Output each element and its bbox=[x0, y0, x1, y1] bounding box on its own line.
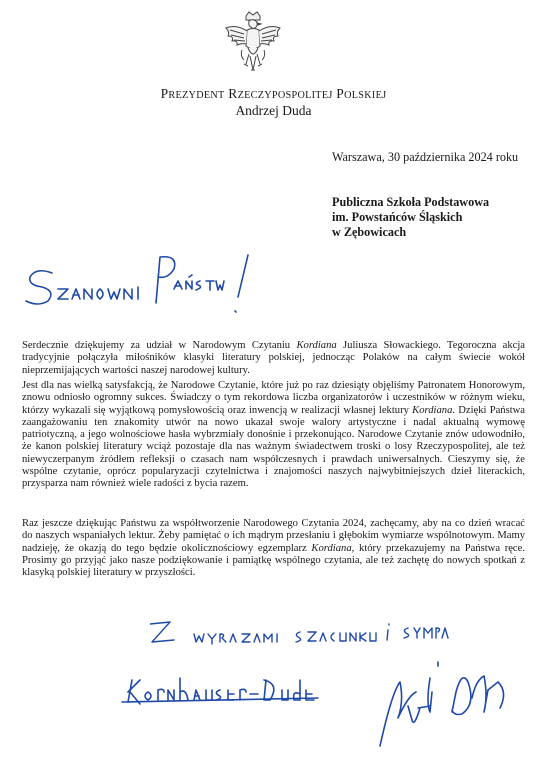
recipient-line: Publiczna Szkoła Podstawowa bbox=[332, 195, 490, 209]
handwritten-closing bbox=[150, 612, 450, 652]
recipient-line: w Zębowicach bbox=[332, 225, 407, 240]
office-title: PREZYDENT RZECZYPOSPOLITEJ POLSKIEJ bbox=[160, 86, 387, 101]
recipient-address bbox=[332, 195, 489, 241]
signature-kornhauser-duda bbox=[120, 672, 320, 717]
paragraph-3: Raz jeszcze dziękując Państwu za współtworzenie Narodowego Czytania 2024, zachęcamy, aby na co dzień wracać do naszych wspaniałych lektur. Żeby pamiętać o ich mądrym przesłaniu i głębokim wymiarze wspólnotowym. Mamy nadzieję, że okazją do tego będzie okolicznościowy egzemplarz Kordiana, który przekazujemy na Państwa ręce. Prosimy go przyjąć jako nasze podziękowanie i pamiątkę wspólnego czytania, ale też zachętę do nowych spotkań z klasyką polskiej literatury w przyszłości. bbox=[22, 518, 525, 579]
recipient-line: im. Powstańców Śląskich bbox=[332, 210, 463, 225]
president-name: Andrzej Duda bbox=[235, 103, 312, 118]
signature-andrzej-duda bbox=[372, 652, 512, 752]
letter-date: Warszawa, 30 października 2024 roku bbox=[332, 150, 519, 164]
paragraph-2: Jest dla nas wielką satysfakcją, że Narodowe Czytanie, które już po raz dziesiąty objęliśmy Patronatem Honorowym, znowu odniosło ogromny sukces. Świadczy o tym rekordowa liczba organizatorów i uczestników w różnym wieku, którzy wykazali się wyjątkową pomysłowością oraz inwencją w realizacji własnej lektury Kordiana. Dzięki Państwa zaangażowaniu ten znakomity utwór na nowo ukazał swoje walory artystyczne i nadal aktualną wymowę patriotyczną, a jego wolnościowe hasła wybrzmiały donośnie i przekonująco. Narodowe Czytanie znów udowodniło, że kanon polskiej literatury wciąż pozostaje dla nas ważnym świadectwem troski o losy Rzeczypospolitej, ale też niewyczerpanym źródłem refleksji o czasach nam współczesnych i prawdach uniwersalnych. Cieszymy się, że wspólne czytanie, oprócz popularyzacji czytelnictwa i znajomości naszych najwybitniejszych dzieł literackich, przysparza nam również wiele radości z bycia razem. bbox=[22, 380, 526, 490]
paragraph-1: Serdecznie dziękujemy za udział w Narodowym Czytaniu Kordiana Juliusza Słowackiego. Tegoroczna akcja tradycyjnie połączyła miłośników klasyki literatury polskiej, jednocząc Polaków na całym świecie wokół nieprzemijających wartości naszej narodowej kultury. bbox=[22, 340, 525, 376]
handwritten-salutation bbox=[22, 245, 252, 325]
white-eagle-emblem-icon bbox=[222, 10, 284, 82]
